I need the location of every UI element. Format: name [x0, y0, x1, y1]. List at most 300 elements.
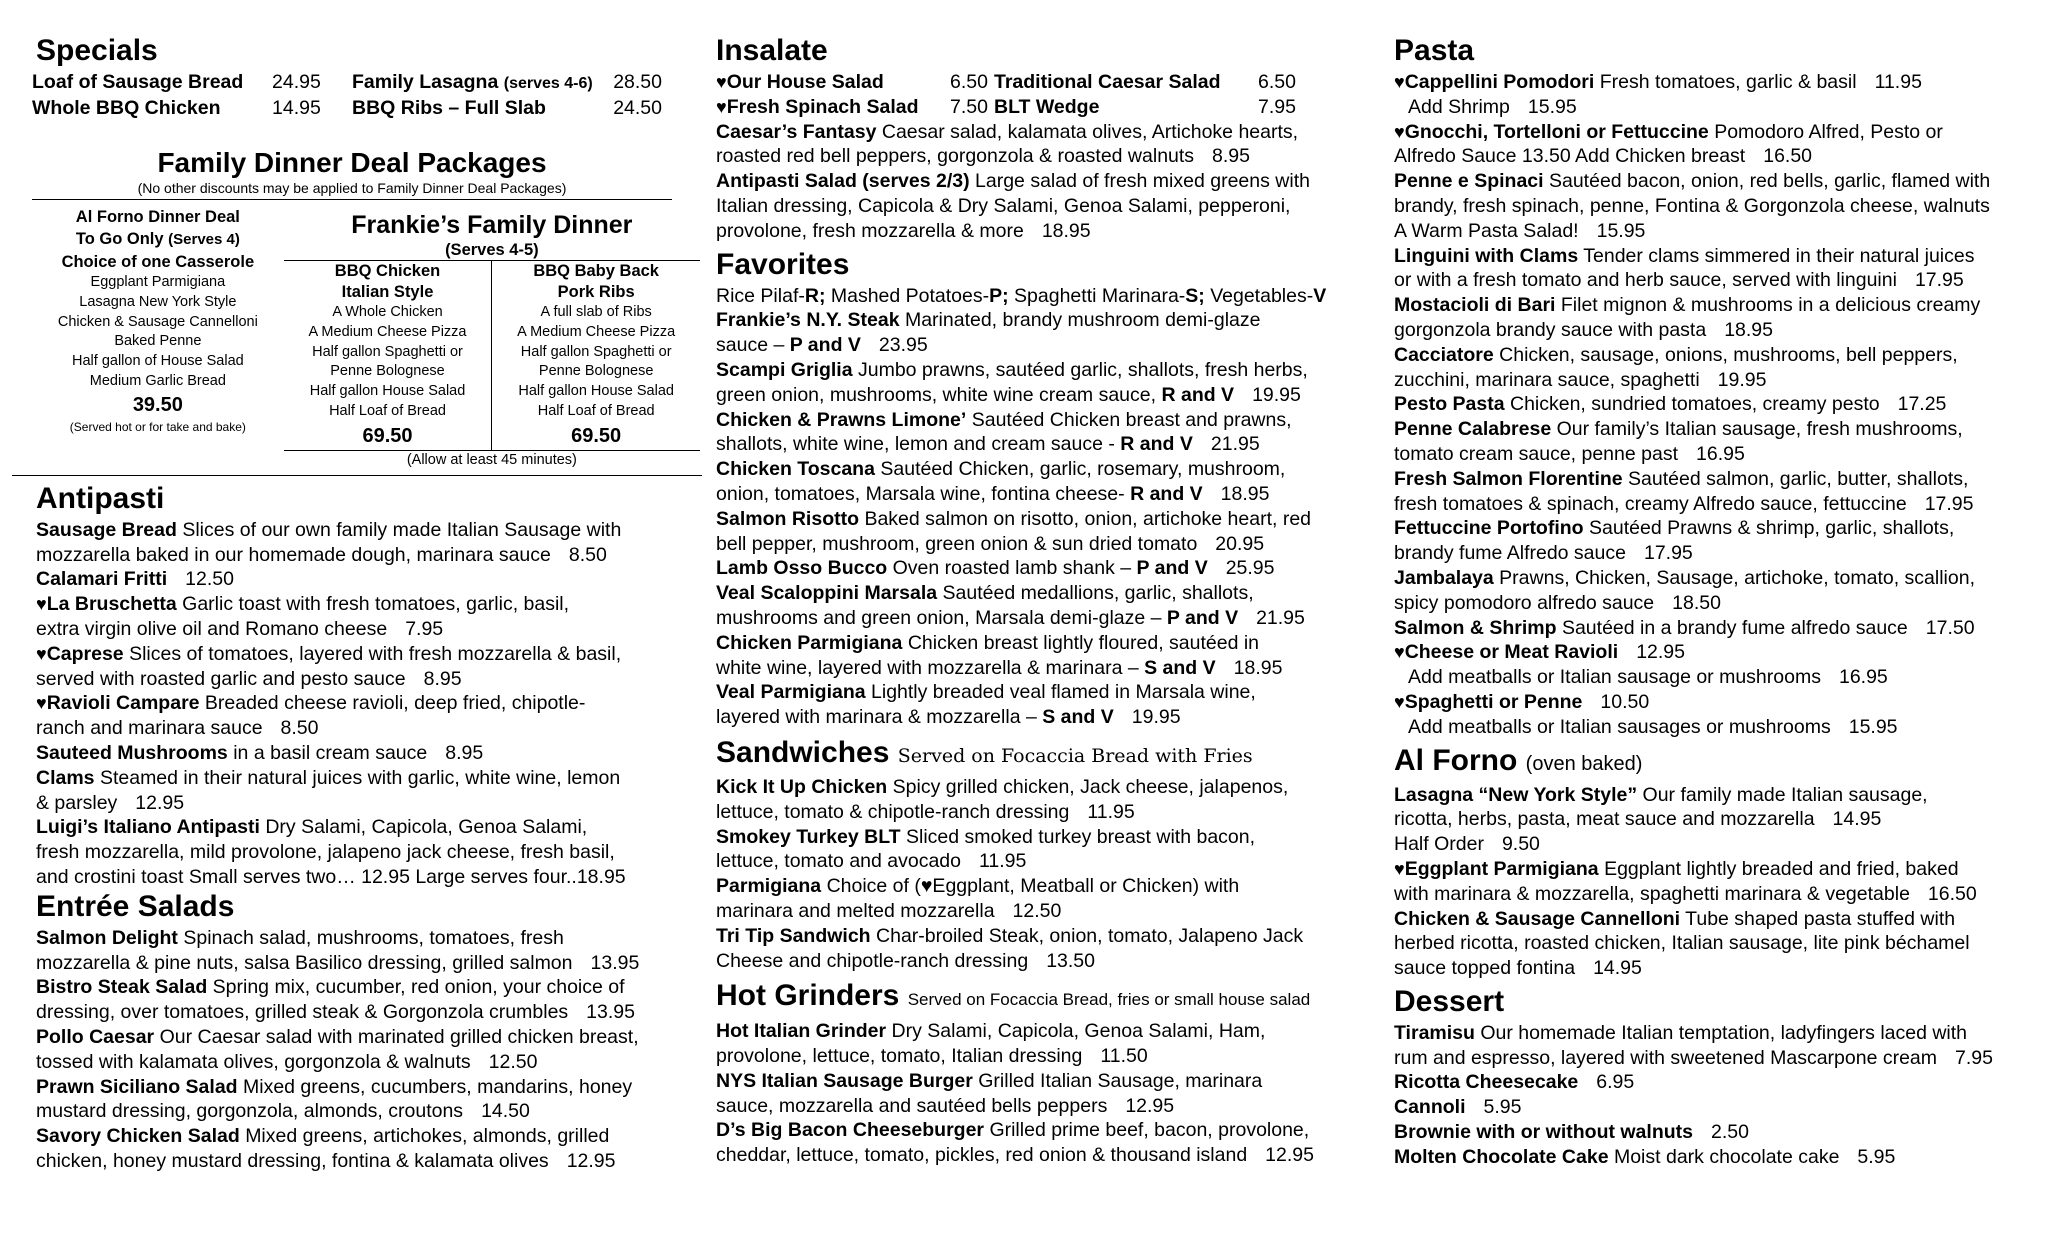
menu-line: [36, 567, 700, 592]
item-price: 14.95: [1832, 808, 1882, 831]
deal-note: (Served hot or for take and bake): [69, 419, 246, 434]
menu-line: [36, 766, 700, 791]
item-description-cont: lettuce, tomato & chipotle-ranch dressing: [716, 800, 1070, 823]
item-price: 15.95: [1596, 219, 1646, 242]
entree-salads-list: [32, 926, 700, 1174]
item-sides: S and V: [1144, 656, 1216, 679]
item-description: Chicken, sausage, onions, mushrooms, bell peppers,: [1499, 343, 1958, 366]
item-price: 13.95: [590, 951, 640, 974]
special-note: (serves 4-6): [503, 75, 593, 92]
item-name: Antipasti Salad (serves 2/3): [716, 170, 970, 193]
menu-line: [716, 358, 1384, 383]
menu-line: [716, 1094, 1384, 1119]
item-price: 6.50: [950, 71, 988, 93]
item-description: Sautéed Chicken, garlic, rosemary, mushroom,: [880, 458, 1286, 481]
package-subtitle: Pork Ribs: [557, 283, 635, 301]
insalate-heading: Insalate: [716, 34, 828, 67]
menu-line: [1394, 640, 2040, 665]
menu-item: [1390, 1070, 2040, 1095]
item-sides: S and V: [1042, 706, 1114, 729]
menu-line: [716, 308, 1384, 333]
menu-line: [1394, 907, 2040, 932]
menu-item: [32, 1025, 700, 1075]
item-price: 13.95: [586, 1001, 635, 1024]
item-description: Dry Salami, Capicola, Genoa Salami,: [265, 816, 588, 839]
item-description: Char-broiled Steak, onion, tomato, Jalapeno Jack: [876, 924, 1304, 947]
item-price: 16.95: [1696, 442, 1745, 465]
menu-line: [36, 691, 700, 716]
menu-line: [1394, 169, 2040, 194]
item-name: Penne e Spinaci: [1394, 170, 1544, 193]
item-name: Chicken Toscana: [716, 458, 875, 481]
menu-line: [36, 840, 700, 865]
special-name: [352, 96, 602, 121]
menu-line: [1394, 566, 2040, 591]
menu-line: [1394, 417, 2040, 442]
menu-line: [36, 1075, 700, 1100]
deal-item: Baked Penne: [114, 333, 202, 350]
item-name: Hot Italian Grinder: [716, 1020, 887, 1043]
deal-item: Half gallon of House Salad: [72, 353, 244, 370]
deal-title: Al Forno Dinner Deal: [75, 208, 240, 226]
item-description-cont: mushrooms and green onion, Marsala demi-glaze –: [716, 606, 1162, 629]
item-description: Mixed greens, artichokes, almonds, grilled: [245, 1125, 610, 1148]
package-items: [492, 303, 700, 422]
side-key-code: V: [1313, 284, 1327, 307]
item-price: 10.50: [1600, 690, 1650, 713]
menu-line: [36, 617, 700, 642]
menu-line: [36, 951, 700, 976]
menu-line: [716, 1069, 1384, 1094]
item-description-cont: sauce, mozzarella and sautéed bells peppers: [716, 1094, 1108, 1117]
item-name: Spaghetti or Penne: [1404, 690, 1583, 713]
side-key-code: S;: [1185, 284, 1205, 307]
menu-item: [1390, 690, 2040, 740]
item-price: 21.95: [1256, 606, 1305, 629]
menu-item: [712, 1019, 1384, 1069]
menu-line: [716, 581, 1384, 606]
item-description: Prawns, Chicken, Sausage, artichoke, tomato, scallion,: [1499, 566, 1975, 589]
deal-item: Chicken & Sausage Cannelloni: [57, 313, 258, 330]
item-price: 11.95: [1874, 71, 1922, 93]
insalate-cell: [994, 95, 1258, 120]
menu-line: [36, 1050, 700, 1075]
item-name: Penne Calabrese: [1394, 418, 1552, 441]
menu-line: [36, 1000, 700, 1025]
item-name: Kick It Up Chicken: [716, 775, 888, 798]
menu-line: [716, 924, 1384, 949]
package-item: Half Loaf of Bread: [537, 402, 655, 419]
menu-line: [716, 849, 1384, 874]
item-description-cont: provolone, fresh mozzarella & more: [716, 219, 1024, 242]
item-addon: Add meatballs or Italian sausage or mushrooms: [1408, 666, 1821, 689]
insalate-cell: [716, 95, 950, 120]
menu-line: [1394, 1095, 2040, 1120]
item-description: Our family made Italian sausage,: [1642, 783, 1928, 806]
menu-line: [716, 1118, 1384, 1143]
addon-price: 15.95: [1527, 95, 1577, 118]
favorites-list: [712, 308, 1384, 730]
item-name: Ricotta Cheesecake: [1394, 1071, 1579, 1094]
item-description-cont: zucchini, marinara sauce, spaghetti: [1394, 368, 1700, 391]
item-price: 18.95: [1724, 318, 1774, 341]
column-middle: [712, 30, 1384, 1168]
item-description: Sliced smoked turkey breast with bacon,: [906, 825, 1256, 848]
item-price: 12.95: [1125, 1094, 1175, 1117]
item-name: Pesto Pasta: [1394, 393, 1505, 416]
menu-line: [716, 874, 1384, 899]
package-item: A Medium Cheese Pizza: [308, 323, 467, 340]
item-name: Veal Scaloppini Marsala: [716, 582, 938, 605]
item-name: Cheese or Meat Ravioli: [1404, 641, 1619, 664]
item-description-cont: ranch and marinara sauce: [36, 717, 263, 740]
menu-line: [36, 975, 700, 1000]
item-description-cont: served with roasted garlic and pesto sauce: [36, 667, 406, 690]
item-name: Scampi Griglia: [716, 358, 853, 381]
entree-salads-heading: Entrée Salads: [36, 889, 235, 923]
menu-item: [1390, 293, 2040, 343]
item-description: Sautéed in a brandy fume alfredo sauce: [1561, 616, 1908, 639]
menu-line: [36, 791, 700, 816]
item-name: Sausage Bread: [36, 518, 177, 541]
menu-line: [1394, 442, 2040, 467]
item-description: Jumbo prawns, sautéed garlic, shallots, fresh herbs,: [857, 358, 1308, 381]
menu-line: [1394, 318, 2040, 343]
menu-line: [1394, 1070, 2040, 1095]
heart-icon: ♥: [36, 693, 47, 714]
item-name: Linguini with Clams: [1394, 244, 1579, 267]
menu-line: [1394, 293, 2040, 318]
item-description-cont: gorgonzola brandy sauce with pasta: [1394, 318, 1707, 341]
menu-line: [716, 532, 1384, 557]
package-item: Half gallon Spaghetti or: [520, 343, 672, 360]
allow-note: (Allow at least 45 minutes): [406, 451, 577, 468]
heart-icon: ♥: [36, 643, 47, 664]
deal-subtitle: To Go Only (Serves 4): [75, 230, 240, 248]
menu-item: [1390, 120, 2040, 170]
menu-line: [716, 1019, 1384, 1044]
item-price: 12.95: [135, 791, 185, 814]
item-price: 14.95: [1593, 957, 1642, 980]
family-deal-note: (No other discounts may be applied to Family Dinner Deal Packages): [32, 179, 672, 200]
item-name: Brownie with or without walnuts: [1394, 1121, 1693, 1144]
menu-item: [32, 592, 700, 642]
item-price: 8.95: [423, 667, 462, 690]
menu-item: [712, 874, 1384, 924]
item-description-cont: cheddar, lettuce, tomato, pickles, red onion & thousand island: [716, 1144, 1248, 1167]
menu-line: [1394, 690, 2040, 715]
item-description: Fresh tomatoes, garlic & basil: [1599, 71, 1857, 93]
menu-line: [1394, 591, 2040, 616]
menu-line: [36, 667, 700, 692]
item-price: 21.95: [1210, 433, 1260, 456]
menu-item: [32, 1124, 700, 1174]
package-item: A full slab of Ribs: [540, 304, 652, 320]
menu-line: [1394, 368, 2040, 393]
item-sides: P and V: [1166, 606, 1239, 629]
addon-price: 15.95: [1848, 715, 1898, 738]
menu-item: [1390, 343, 2040, 393]
menu-line: [716, 899, 1384, 924]
item-description-cont: Cheese and chipotle-ranch dressing: [716, 949, 1029, 972]
menu-item: [32, 741, 700, 766]
menu-line: [1394, 1046, 2040, 1071]
menu-line: [716, 825, 1384, 850]
deal-choice: Choice of one Casserole: [61, 253, 255, 271]
item-name: Ravioli Campare: [46, 692, 200, 715]
addon-price: 16.95: [1838, 666, 1888, 689]
menu-line: [36, 716, 700, 741]
menu-line: [1394, 1145, 2040, 1170]
menu-line: [1394, 244, 2040, 269]
menu-line: [716, 482, 1384, 507]
item-description: Oven roasted lamb shank –: [892, 557, 1132, 580]
menu-item: [1390, 857, 2040, 907]
insalate-cell: [994, 70, 1258, 95]
item-description-cont: layered with marinara & mozzarella –: [716, 706, 1037, 729]
item-price: 2.50: [1710, 1121, 1749, 1144]
item-description-cont: tomato cream sauce, penne past: [1394, 442, 1678, 465]
item-name: Frankie’s N.Y. Steak: [716, 309, 900, 332]
menu-line: [1394, 467, 2040, 492]
item-price: 11.95: [979, 850, 1027, 873]
menu-line: [1394, 956, 2040, 981]
menu-line: [36, 518, 700, 543]
item-description-cont: sauce –: [716, 334, 785, 357]
item-sides: P and V: [1136, 557, 1208, 580]
item-price: 12.95: [1636, 641, 1685, 664]
menu-item: [712, 358, 1384, 408]
menu-item: [1390, 616, 2040, 641]
item-name: Mostacioli di Bari: [1394, 294, 1556, 317]
insalate-list: [712, 70, 1384, 244]
item-name: Lamb Osso Bucco: [716, 557, 888, 580]
menu-line: [1394, 120, 2040, 145]
menu-item: [1390, 70, 2040, 120]
heart-icon: ♥: [1394, 121, 1405, 142]
menu-line: [1394, 807, 2040, 832]
hot-grinders-heading: Hot Grinders Served on Focaccia Bread, fries or small house salad: [716, 979, 1311, 1013]
menu-line: [716, 383, 1384, 408]
item-description-cont: shallots, white wine, lemon and cream sauce -: [716, 433, 1115, 456]
item-description-cont: chicken, honey mustard dressing, fontina & kalamata olives: [36, 1149, 549, 1172]
menu-line: [716, 507, 1384, 532]
item-description: Lightly breaded veal flamed in Marsala wine,: [871, 681, 1256, 704]
item-price: 7.95: [405, 617, 444, 640]
special-name: [352, 70, 602, 96]
antipasti-list: [32, 518, 700, 890]
menu-item: [32, 691, 700, 741]
item-price: 18.95: [1233, 656, 1283, 679]
item-price: 8.50: [280, 717, 319, 740]
package-title: BBQ Chicken: [334, 262, 441, 280]
item-price: 16.50: [1763, 145, 1813, 168]
menu-line: [1394, 70, 2040, 95]
item-name: Chicken & Sausage Cannelloni: [1394, 907, 1681, 930]
package-item: Half gallon House Salad: [309, 383, 466, 400]
menu-line: [716, 120, 1384, 145]
family-deal-heading: Family Dinner Deal Packages: [157, 147, 547, 178]
item-description-cont: spicy pomodoro alfredo sauce: [1394, 591, 1655, 614]
menu-item: [712, 581, 1384, 631]
menu-item: [712, 308, 1384, 358]
item-description-cont: marinara and melted mozzarella: [716, 899, 995, 922]
item-name: Veal Parmigiana: [716, 681, 866, 704]
menu-item: [1390, 907, 2040, 981]
item-description-cont: roasted red bell peppers, gorgonzola & roasted walnuts: [716, 145, 1195, 168]
item-description-cont: green onion, mushrooms, white wine cream sauce,: [716, 383, 1157, 406]
menu-item: [32, 567, 700, 592]
package-item: Half Loaf of Bread: [329, 402, 446, 419]
item-description: Sautéed Prawns & shrimp, garlic, shallots,: [1589, 517, 1955, 540]
item-price: 5.95: [1483, 1096, 1522, 1119]
menu-item: [1390, 516, 2040, 566]
item-description-cont: with marinara & mozzarella, spaghetti marinara & vegetable: [1394, 882, 1910, 905]
item-price: 18.50: [1672, 591, 1721, 614]
heart-icon: ♥: [1394, 691, 1405, 712]
item-description-cont: and crostini toast Small serves two… 12.95 Large serves four..18.95: [36, 865, 626, 888]
item-name: Chicken & Prawns Limone’: [716, 408, 967, 431]
item-description: Sautéed medallions, garlic, shallots,: [942, 582, 1254, 605]
menu-line: [1394, 783, 2040, 808]
item-price: 6.95: [1596, 1071, 1635, 1094]
package-item: Half gallon Spaghetti or: [312, 343, 463, 360]
item-sides: R and V: [1130, 482, 1203, 505]
menu-line: [1394, 715, 2040, 740]
frankies-serves: (Serves 4-5): [284, 240, 700, 261]
menu-item: [32, 1075, 700, 1125]
item-price: 7.95: [1955, 1046, 1993, 1069]
item-description: Our Caesar salad with marinated grilled chicken breast,: [159, 1025, 639, 1048]
item-name: Fresh Spinach Salad: [726, 95, 919, 118]
side-key-label: Spaghetti Marinara-: [1008, 284, 1186, 307]
al-forno-heading: Al Forno (oven baked): [1394, 743, 1643, 777]
menu-line: [1394, 219, 2040, 244]
item-description-cont: provolone, lettuce, tomato, Italian dressing: [716, 1045, 1083, 1068]
item-price: 17.50: [1925, 616, 1975, 639]
item-name: Tri Tip Sandwich: [716, 924, 871, 947]
item-description: Sautéed Chicken breast and prawns,: [971, 408, 1292, 431]
item-price: 25.95: [1225, 557, 1275, 580]
menu-line: [1394, 857, 2040, 882]
item-sides: R and V: [1120, 433, 1193, 456]
package-items: [284, 303, 492, 422]
item-name: Lasagna “New York Style”: [1394, 783, 1638, 806]
menu-item: [32, 766, 700, 816]
menu-line: [1394, 392, 2040, 417]
item-price: 19.95: [1252, 383, 1301, 406]
item-price: 7.95: [1258, 95, 1296, 118]
item-description: Caesar salad, kalamata olives, Artichoke hearts,: [881, 120, 1299, 143]
item-description-cont: brandy, fresh spinach, penne, Fontina & Gorgonzola cheese, walnuts: [1394, 194, 1990, 217]
item-description: Sautéed salmon, garlic, butter, shallots,: [1628, 467, 1969, 490]
special-name: Loaf of Sausage Bread: [32, 71, 244, 93]
item-price: 8.50: [568, 543, 607, 566]
item-description-cont: lettuce, tomato and avocado: [716, 850, 961, 873]
menu-item: [712, 507, 1384, 557]
special-name-text: BBQ Ribs – Full Slab: [352, 97, 546, 119]
menu-line: [716, 333, 1384, 358]
item-name: Gnocchi, Tortelloni or Fettuccine: [1404, 120, 1709, 143]
item-description-cont: mozzarella & pine nuts, salsa Basilico dressing, grilled salmon: [36, 951, 573, 974]
item-name: Jambalaya: [1394, 566, 1494, 589]
item-sides: P and V: [789, 334, 861, 357]
item-description-cont: tossed with kalamata olives, gorgonzola & walnuts: [36, 1050, 471, 1073]
item-description-cont: Half Order: [1394, 833, 1484, 856]
item-name: Caesar’s Fantasy: [716, 120, 877, 143]
menu-line: [716, 219, 1384, 244]
item-description: Eggplant lightly breaded and fried, baked: [1604, 857, 1959, 880]
pasta-list: [1390, 70, 2040, 740]
item-description-cont: mozzarella baked in our homemade dough, marinara sauce: [36, 543, 551, 566]
item-description: Grilled prime beef, bacon, provolone,: [989, 1119, 1310, 1142]
item-description: Large salad of fresh mixed greens with: [975, 170, 1310, 193]
special-name-text: Family Lasagna: [352, 71, 499, 93]
menu-item: [712, 408, 1384, 458]
divider: [12, 469, 702, 476]
item-name: Smokey Turkey BLT: [716, 825, 901, 848]
item-name: Chicken Parmigiana: [716, 631, 903, 654]
specials-heading: Specials: [36, 34, 158, 67]
al-forno-list: [1390, 783, 2040, 981]
insalate-cell: [716, 70, 950, 95]
item-description: Steamed in their natural juices with garlic, white wine, lemon: [99, 766, 621, 789]
dessert-list: [1390, 1021, 2040, 1170]
item-name: Salmon & Shrimp: [1394, 616, 1557, 639]
heart-icon: ♥: [1394, 72, 1405, 92]
menu-line: [36, 815, 700, 840]
item-description: Grilled Italian Sausage, marinara: [978, 1069, 1263, 1092]
side-key-label: Mashed Potatoes-: [825, 284, 990, 307]
item-description: Mixed greens, cucumbers, mandarins, honey: [243, 1075, 633, 1098]
item-description: Spring mix, cucumber, red onion, your choice of: [212, 976, 625, 999]
frankies-family-dinner: [284, 200, 700, 469]
antipasti-heading: Antipasti: [36, 481, 165, 515]
menu-line: [1394, 194, 2040, 219]
item-name: Cappellini Pomodori: [1404, 71, 1595, 93]
menu-line: [1394, 616, 2040, 641]
menu-item: [712, 631, 1384, 681]
item-price: 12.95: [566, 1149, 616, 1172]
heart-icon: ♥: [716, 96, 727, 117]
package-price: 69.50: [571, 424, 622, 447]
menu-item: [712, 1069, 1384, 1119]
menu-item: [712, 924, 1384, 974]
menu-line: [716, 556, 1384, 581]
menu-line: [716, 775, 1384, 800]
menu-line: [716, 432, 1384, 457]
menu-line: [1394, 492, 2040, 517]
pasta-heading: Pasta: [1394, 34, 1475, 67]
item-description: Baked salmon on risotto, onion, artichoke heart, red: [864, 507, 1312, 530]
special-price: 28.50: [613, 71, 662, 93]
item-name: Clams: [36, 766, 95, 789]
item-description: Marinated, brandy mushroom demi-glaze: [904, 309, 1261, 332]
menu-item: [1390, 169, 2040, 243]
item-price: 17.95: [1643, 542, 1693, 565]
item-name: Eggplant Parmigiana: [1404, 857, 1599, 880]
item-name: Fresh Salmon Florentine: [1394, 467, 1623, 490]
deal-items: [32, 273, 284, 392]
item-name: Salmon Delight: [36, 926, 178, 949]
menu-item: [32, 926, 700, 976]
menu-line: [1394, 268, 2040, 293]
menu-item: [1390, 244, 2040, 294]
item-name: Pollo Caesar: [36, 1025, 155, 1048]
menu-line: [36, 1149, 700, 1174]
item-price: 12.50: [488, 1050, 538, 1073]
item-price: 20.95: [1215, 532, 1265, 555]
